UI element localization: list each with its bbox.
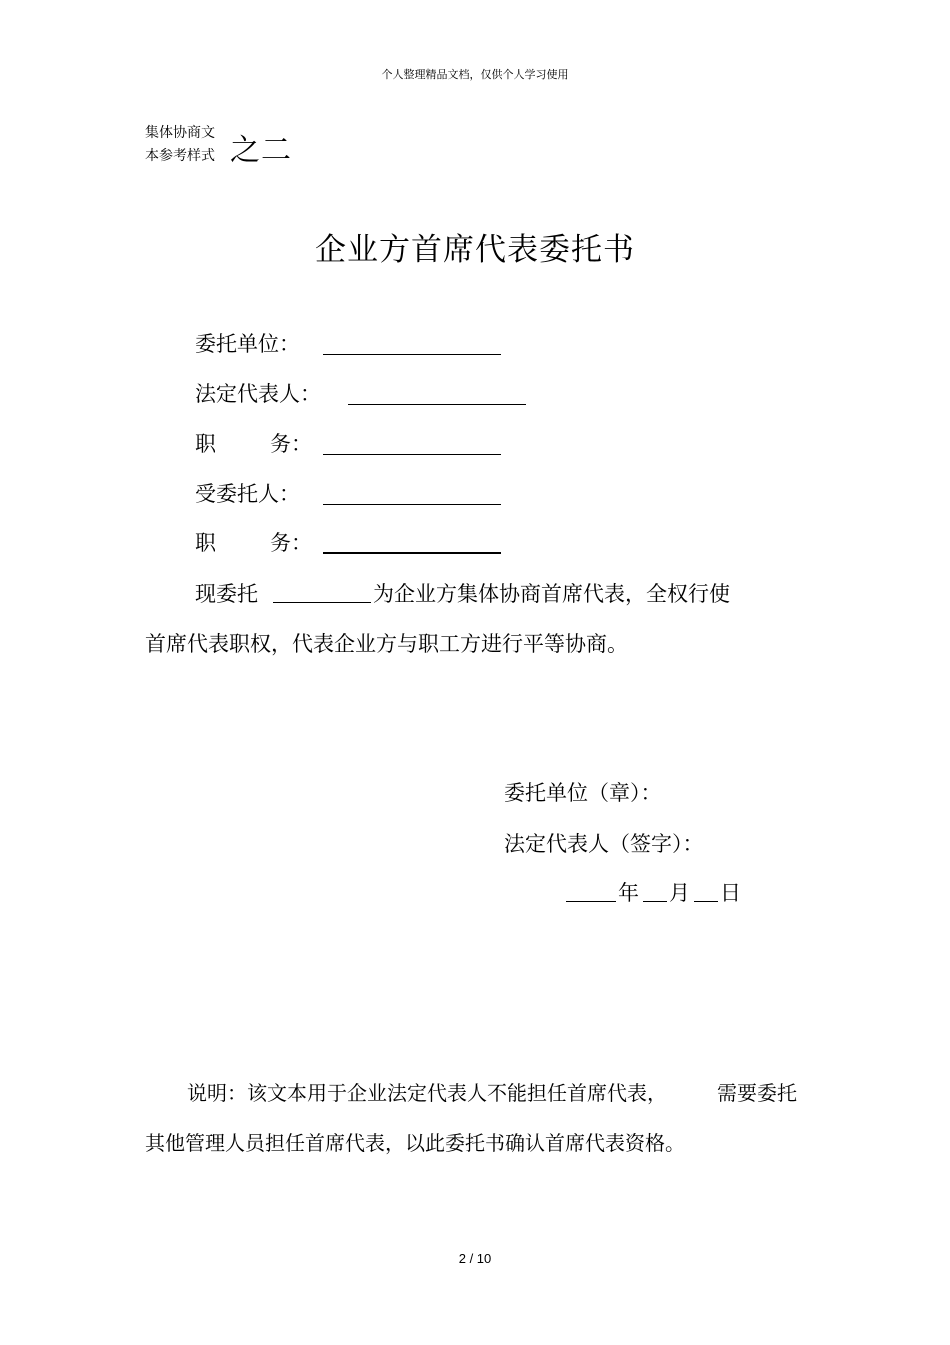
header-note: 个人整理精品文档，仅供个人学习使用 (381, 68, 569, 81)
date-month-blank (643, 901, 667, 902)
date-year-label: 年 (618, 881, 639, 905)
field-label-position1-b: 务： (270, 432, 312, 456)
style-label-suffix: 之二 (230, 133, 292, 168)
field-line-legal-rep (348, 404, 526, 405)
style-label-line1: 集体协商文 (145, 125, 215, 141)
field-line-position2 (323, 552, 501, 554)
field-label-position2-a: 职 (195, 531, 216, 555)
note-line1-a: 说明：该文本用于企业法定代表人不能担任首席代表， (187, 1081, 667, 1105)
signature-unit: 委托单位（章）： (504, 781, 662, 805)
date-day-blank (694, 901, 718, 902)
field-label-position1-a: 职 (195, 432, 216, 456)
field-line-unit (323, 354, 501, 355)
field-line-trustee (323, 504, 501, 505)
date-month-label: 月 (669, 881, 690, 905)
signature-legal-rep: 法定代表人（签字）： (504, 832, 704, 856)
note-line2: 其他管理人员担任首席代表，以此委托书确认首席代表资格。 (145, 1131, 685, 1155)
field-label-unit: 委托单位： (195, 332, 300, 356)
field-label-legal-rep: 法定代表人： (195, 382, 321, 406)
field-label-position2-b: 务： (270, 531, 312, 555)
field-label-trustee: 受委托人： (195, 482, 300, 506)
style-label-line2: 本参考样式 (145, 148, 215, 164)
entrust-prefix: 现委托 (195, 582, 258, 606)
document-title: 企业方首席代表委托书 (315, 232, 635, 268)
field-line-position1 (323, 454, 501, 455)
entrust-line2: 首席代表职权，代表企业方与职工方进行平等协商。 (145, 632, 628, 656)
date-year-blank (566, 901, 616, 902)
date-day-label: 日 (720, 881, 741, 905)
entrust-suffix: 为企业方集体协商首席代表，全权行使 (373, 582, 730, 606)
entrust-blank (273, 602, 371, 603)
page-number: 2 / 10 (458, 1251, 492, 1266)
note-line1-b: 需要委托 (717, 1081, 797, 1105)
